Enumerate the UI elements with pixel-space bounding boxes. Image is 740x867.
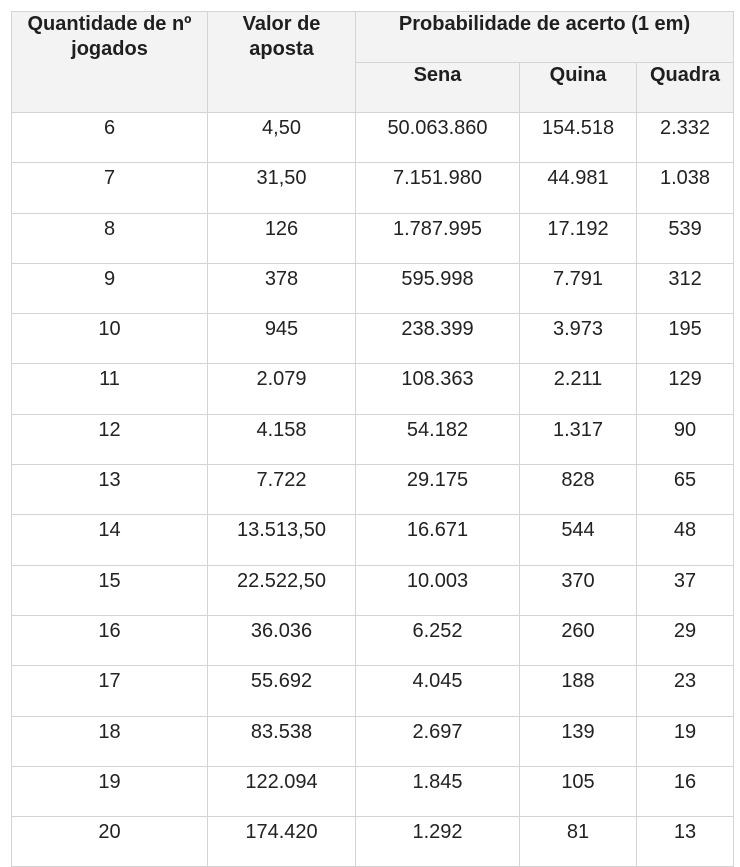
cell-quadra: 65 bbox=[637, 465, 734, 515]
cell-quadra: 129 bbox=[637, 364, 734, 414]
cell-sena: 10.003 bbox=[356, 565, 520, 615]
cell-quina: 544 bbox=[520, 515, 637, 565]
cell-value: 83.538 bbox=[208, 716, 356, 766]
header-sena: Sena bbox=[356, 63, 520, 113]
cell-sena: 29.175 bbox=[356, 465, 520, 515]
table-row bbox=[12, 615, 734, 665]
cell-value: 13.513,50 bbox=[208, 515, 356, 565]
cell-qty: 16 bbox=[12, 615, 208, 665]
cell-quina: 139 bbox=[520, 716, 637, 766]
cell-qty: 13 bbox=[12, 465, 208, 515]
table-row bbox=[12, 666, 734, 716]
cell-quadra: 90 bbox=[637, 414, 734, 464]
table-row bbox=[12, 113, 734, 163]
cell-value: 126 bbox=[208, 213, 356, 263]
cell-quadra: 37 bbox=[637, 565, 734, 615]
header-row bbox=[12, 12, 734, 63]
header-probability-label: Probabilidade de acerto (1 em) bbox=[398, 13, 691, 35]
cell-qty: 17 bbox=[12, 666, 208, 716]
header-quantity-label: Quantidade de nº jogados bbox=[27, 13, 192, 60]
cell-qty: 6 bbox=[12, 113, 208, 163]
header-probability bbox=[356, 12, 734, 63]
cell-sena: 2.697 bbox=[356, 716, 520, 766]
cell-value: 7.722 bbox=[208, 465, 356, 515]
cell-quina: 1.317 bbox=[520, 414, 637, 464]
cell-quina: 81 bbox=[520, 817, 637, 867]
cell-qty: 12 bbox=[12, 414, 208, 464]
cell-value: 378 bbox=[208, 263, 356, 313]
cell-quina: 17.192 bbox=[520, 213, 637, 263]
table-row bbox=[12, 163, 734, 213]
cell-quina: 3.973 bbox=[520, 314, 637, 364]
table-header bbox=[12, 12, 734, 113]
cell-quadra: 23 bbox=[637, 666, 734, 716]
cell-value: 4.158 bbox=[208, 414, 356, 464]
cell-sena: 108.363 bbox=[356, 364, 520, 414]
cell-sena: 1.787.995 bbox=[356, 213, 520, 263]
cell-quadra: 1.038 bbox=[637, 163, 734, 213]
table-row bbox=[12, 565, 734, 615]
cell-sena: 595.998 bbox=[356, 263, 520, 313]
cell-value: 55.692 bbox=[208, 666, 356, 716]
cell-sena: 6.252 bbox=[356, 615, 520, 665]
cell-sena: 4.045 bbox=[356, 666, 520, 716]
cell-value: 945 bbox=[208, 314, 356, 364]
cell-value: 36.036 bbox=[208, 615, 356, 665]
cell-sena: 50.063.860 bbox=[356, 113, 520, 163]
cell-quina: 7.791 bbox=[520, 263, 637, 313]
header-quadra: Quadra bbox=[637, 63, 734, 113]
cell-quadra: 195 bbox=[637, 314, 734, 364]
table-row bbox=[12, 515, 734, 565]
table-row bbox=[12, 465, 734, 515]
cell-qty: 8 bbox=[12, 213, 208, 263]
cell-sena: 1.845 bbox=[356, 766, 520, 816]
cell-sena: 16.671 bbox=[356, 515, 520, 565]
cell-quadra: 29 bbox=[637, 615, 734, 665]
cell-sena: 54.182 bbox=[356, 414, 520, 464]
cell-value: 122.094 bbox=[208, 766, 356, 816]
probability-table bbox=[11, 11, 734, 867]
table-row bbox=[12, 716, 734, 766]
cell-qty: 11 bbox=[12, 364, 208, 414]
cell-sena: 1.292 bbox=[356, 817, 520, 867]
cell-qty: 18 bbox=[12, 716, 208, 766]
cell-quina: 260 bbox=[520, 615, 637, 665]
cell-quina: 44.981 bbox=[520, 163, 637, 213]
cell-quina: 828 bbox=[520, 465, 637, 515]
cell-value: 22.522,50 bbox=[208, 565, 356, 615]
cell-quadra: 539 bbox=[637, 213, 734, 263]
table-row bbox=[12, 766, 734, 816]
header-quantity bbox=[12, 12, 208, 113]
cell-value: 174.420 bbox=[208, 817, 356, 867]
cell-qty: 14 bbox=[12, 515, 208, 565]
cell-qty: 10 bbox=[12, 314, 208, 364]
table-row bbox=[12, 817, 734, 867]
header-value-label: Valor de aposta bbox=[242, 13, 321, 60]
cell-value: 4,50 bbox=[208, 113, 356, 163]
cell-quadra: 19 bbox=[637, 716, 734, 766]
table-row bbox=[12, 314, 734, 364]
cell-quina: 370 bbox=[520, 565, 637, 615]
cell-sena: 7.151.980 bbox=[356, 163, 520, 213]
cell-value: 2.079 bbox=[208, 364, 356, 414]
cell-quadra: 48 bbox=[637, 515, 734, 565]
cell-quadra: 312 bbox=[637, 263, 734, 313]
cell-quadra: 2.332 bbox=[637, 113, 734, 163]
cell-quina: 188 bbox=[520, 666, 637, 716]
cell-qty: 19 bbox=[12, 766, 208, 816]
cell-qty: 7 bbox=[12, 163, 208, 213]
cell-quina: 154.518 bbox=[520, 113, 637, 163]
cell-sena: 238.399 bbox=[356, 314, 520, 364]
cell-quadra: 13 bbox=[637, 817, 734, 867]
table-row bbox=[12, 263, 734, 313]
table-row bbox=[12, 213, 734, 263]
cell-qty: 20 bbox=[12, 817, 208, 867]
cell-qty: 15 bbox=[12, 565, 208, 615]
table-row bbox=[12, 364, 734, 414]
cell-quina: 2.211 bbox=[520, 364, 637, 414]
cell-quadra: 16 bbox=[637, 766, 734, 816]
cell-quina: 105 bbox=[520, 766, 637, 816]
cell-qty: 9 bbox=[12, 263, 208, 313]
header-quina: Quina bbox=[520, 63, 637, 113]
header-value bbox=[208, 12, 356, 113]
table-body bbox=[12, 113, 734, 867]
cell-value: 31,50 bbox=[208, 163, 356, 213]
table-row bbox=[12, 414, 734, 464]
